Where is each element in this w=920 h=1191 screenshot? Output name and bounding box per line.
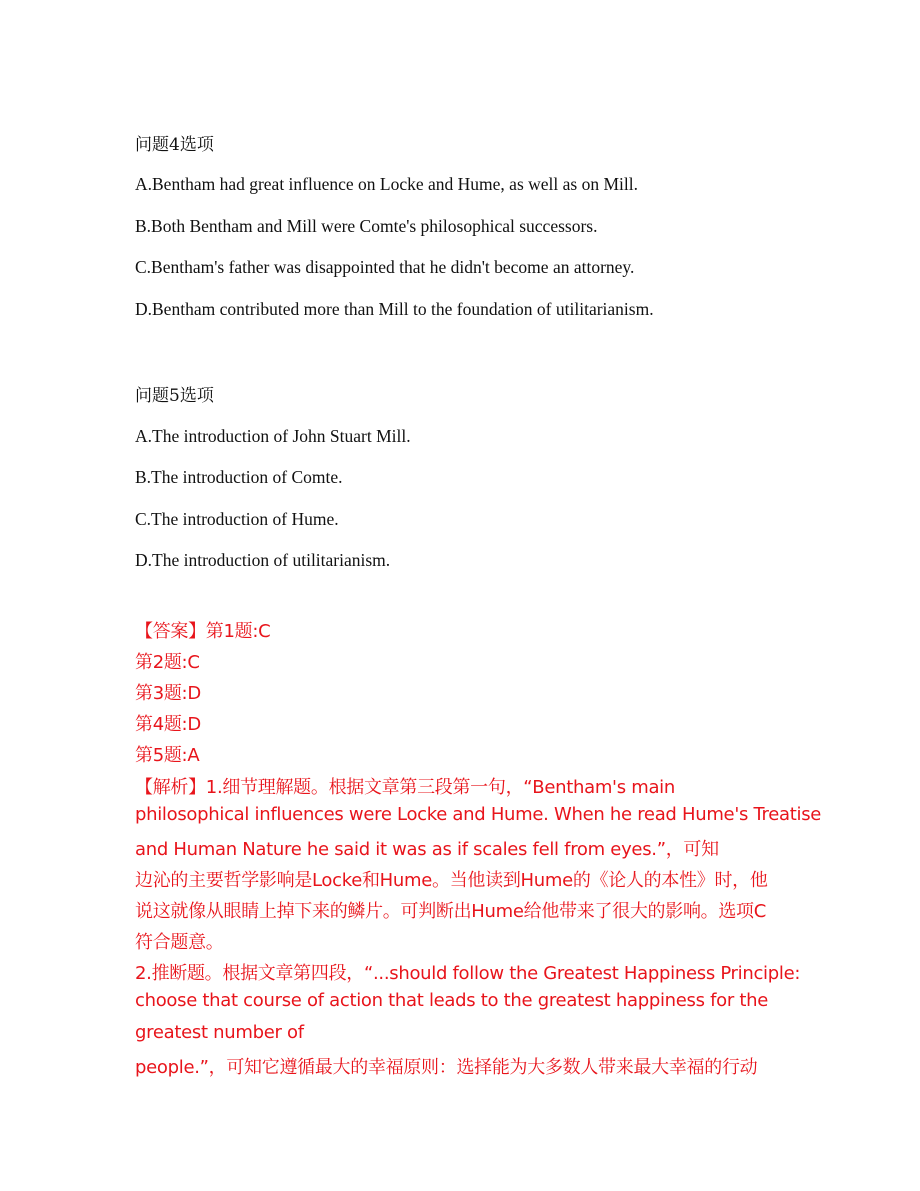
question-4-option-c: C.Bentham's father was disappointed that he didn't become an attorney. [135, 257, 635, 277]
question-4-option-d: D.Bentham contributed more than Mill to the foundation of utilitarianism. [135, 299, 654, 319]
question-4-option-a: A.Bentham had great influence on Locke and Hume, as well as on Mill. [135, 174, 638, 194]
answer-line-2: 第2题:C [135, 652, 200, 673]
analysis-line-3: and Human Nature he said it was as if scales fell from eyes.”，可知 [135, 839, 719, 860]
analysis-line-9: greatest number of [135, 1022, 304, 1043]
question-5-option-c: C.The introduction of Hume. [135, 509, 339, 529]
analysis-line-10: people.”，可知它遵循最大的幸福原则：选择能为大多数人带来最大幸福的行动 [135, 1057, 758, 1078]
answer-line-5: 第5题:A [135, 745, 200, 766]
analysis-line-6: 符合题意。 [135, 932, 224, 953]
question-4-option-b: B.Both Bentham and Mill were Comte's philosophical successors. [135, 216, 598, 236]
analysis-line-5: 说这就像从眼睛上掉下来的鳞片。可判断出Hume给他带来了很大的影响。选项C [135, 901, 767, 922]
analysis-line-1: 【解析】1.细节理解题。根据文章第三段第一句，“Bentham's main [135, 777, 675, 798]
analysis-line-2: philosophical influences were Locke and Hume. When he read Hume's Treatise [135, 804, 822, 825]
analysis-line-7: 2.推断题。根据文章第四段，“...should follow the Greatest Happiness Principle: [135, 963, 801, 984]
analysis-line-4: 边沁的主要哲学影响是Locke和Hume。当他读到Hume的《论人的本性》时，他 [135, 870, 768, 891]
analysis-line-8: choose that course of action that leads to the greatest happiness for the [135, 990, 769, 1011]
question-5-option-a: A.The introduction of John Stuart Mill. [135, 426, 411, 446]
answer-line-1: 【答案】第1题:C [135, 621, 271, 642]
question-4-heading: 问题4选项 [135, 135, 214, 155]
question-5-option-d: D.The introduction of utilitarianism. [135, 550, 391, 570]
answer-line-4: 第4题:D [135, 714, 201, 735]
answer-line-3: 第3题:D [135, 683, 201, 704]
question-5-option-b: B.The introduction of Comte. [135, 467, 343, 487]
question-5-heading: 问题5选项 [135, 386, 214, 406]
